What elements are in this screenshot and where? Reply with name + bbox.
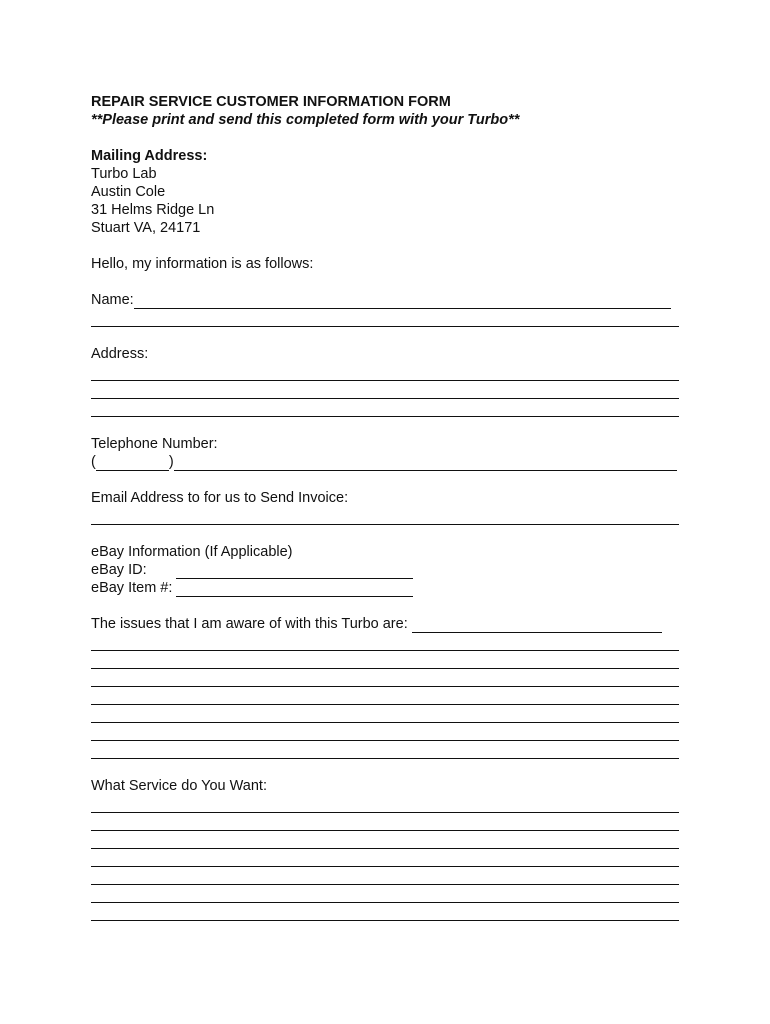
- email-label: Email Address to for us to Send Invoice:: [91, 490, 349, 506]
- issues-line[interactable]: [91, 651, 679, 669]
- issues-line[interactable]: [91, 687, 679, 705]
- ebay-id-input-line[interactable]: [176, 564, 413, 579]
- ebay-item-row: [91, 579, 681, 597]
- area-code-open-paren: (: [91, 454, 96, 470]
- issues-line[interactable]: [91, 705, 679, 723]
- intro-text: Hello, my information is as follows:: [91, 256, 314, 272]
- mailing-address-line: Austin Cole: [91, 184, 166, 200]
- area-code-input-line[interactable]: [96, 456, 169, 471]
- service-line[interactable]: [91, 795, 679, 813]
- mailing-address-line: Turbo Lab: [91, 166, 157, 182]
- ebay-id-row: [91, 561, 681, 579]
- issues-field-row: [91, 615, 681, 633]
- service-line[interactable]: [91, 867, 679, 885]
- issues-line[interactable]: [91, 633, 679, 651]
- issues-input-line[interactable]: [412, 618, 662, 633]
- name-label: Name:: [91, 292, 134, 308]
- ebay-item-label: eBay Item #:: [91, 580, 173, 596]
- name-field-row: [91, 291, 681, 309]
- address-line[interactable]: [91, 363, 679, 381]
- issues-line[interactable]: [91, 741, 679, 759]
- ebay-item-input-line[interactable]: [176, 582, 413, 597]
- address-label: Address:: [91, 346, 149, 362]
- service-label: What Service do You Want:: [91, 778, 267, 794]
- area-code-close-paren: ): [168, 454, 174, 470]
- name-input-line[interactable]: [134, 294, 671, 309]
- service-line[interactable]: [91, 813, 679, 831]
- issues-line[interactable]: [91, 723, 679, 741]
- service-line[interactable]: [91, 849, 679, 867]
- issues-line[interactable]: [91, 669, 679, 687]
- address-line[interactable]: [91, 381, 679, 399]
- ebay-id-label: eBay ID:: [91, 562, 147, 578]
- telephone-field-row: [91, 453, 681, 471]
- email-input-line[interactable]: [91, 507, 679, 525]
- repair-service-form: [91, 93, 681, 921]
- service-line[interactable]: [91, 831, 679, 849]
- service-line[interactable]: [91, 903, 679, 921]
- mailing-address-heading: Mailing Address:: [91, 148, 208, 164]
- telephone-label: Telephone Number:: [91, 436, 218, 452]
- form-title: REPAIR SERVICE CUSTOMER INFORMATION FORM: [91, 94, 451, 110]
- issues-label: The issues that I am aware of with this Turbo are:: [91, 616, 408, 632]
- form-subtitle: **Please print and send this completed form with your Turbo**: [91, 112, 520, 128]
- ebay-heading: eBay Information (If Applicable): [91, 544, 293, 560]
- mailing-address-line: Stuart VA, 24171: [91, 220, 201, 236]
- mailing-address-line: 31 Helms Ridge Ln: [91, 202, 215, 218]
- address-line[interactable]: [91, 399, 679, 417]
- service-line[interactable]: [91, 885, 679, 903]
- name-continuation-line[interactable]: [91, 309, 679, 327]
- telephone-input-line[interactable]: [174, 456, 677, 471]
